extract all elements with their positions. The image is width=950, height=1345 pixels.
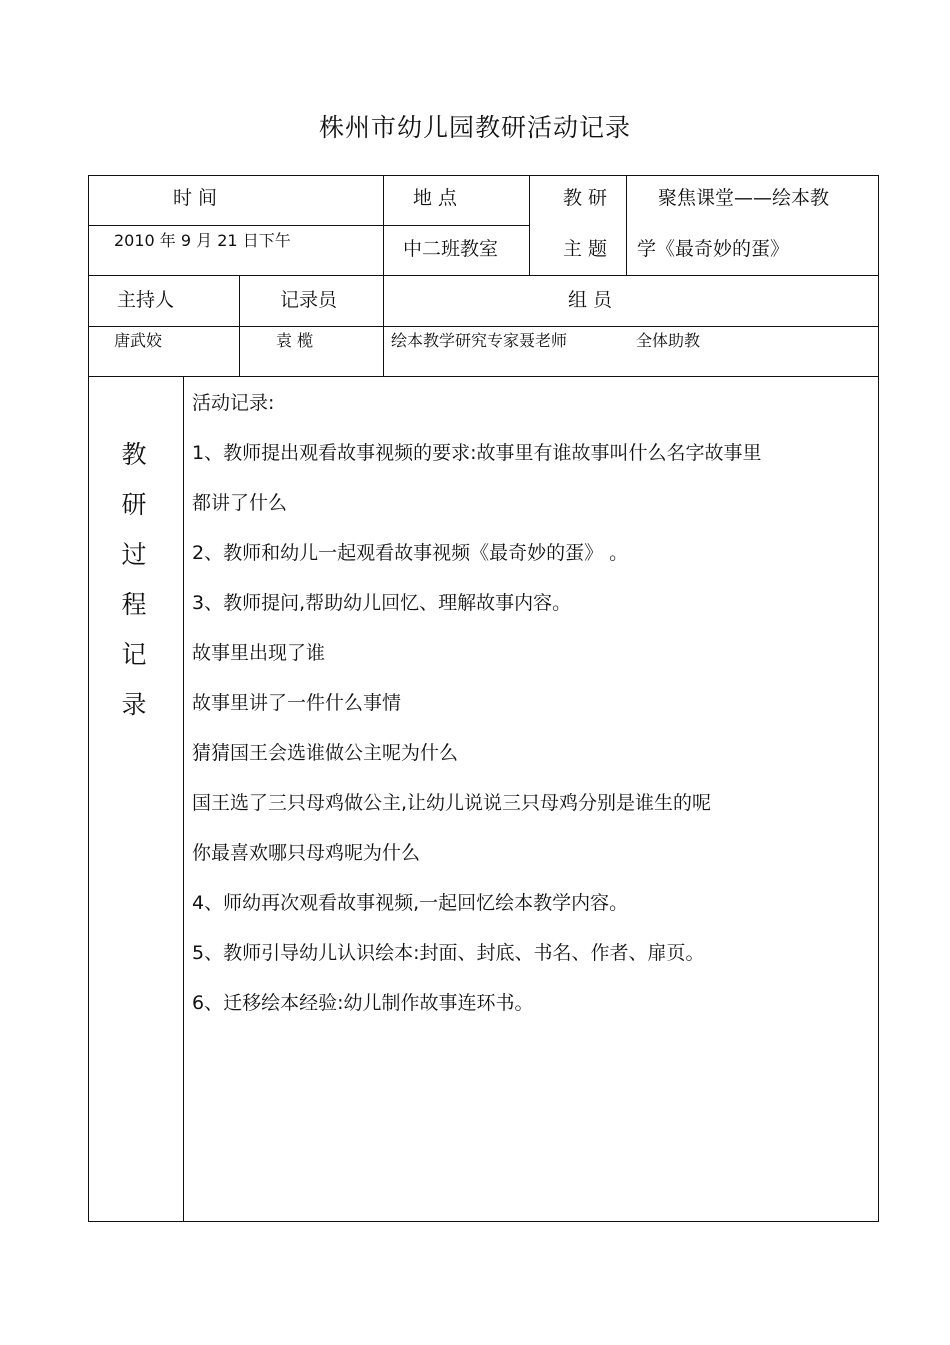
process-record-body bbox=[192, 388, 872, 1038]
record-line: 故事里出现了谁 bbox=[192, 642, 326, 664]
table-border-bottom bbox=[88, 1221, 879, 1222]
process-label-char: 教 bbox=[121, 440, 147, 469]
table-border-left bbox=[88, 175, 89, 1222]
place-value: 中二班教室 bbox=[403, 238, 499, 260]
record-line: 1、教师提出观看故事视频的要求:故事里有谁故事叫什么名字故事里 bbox=[192, 442, 762, 464]
record-line: 故事里讲了一件什么事情 bbox=[192, 692, 402, 714]
process-label-char: 记 bbox=[121, 640, 147, 669]
place-label: 地 点 bbox=[413, 187, 458, 209]
record-line: 你最喜欢哪只母鸡呢为什么 bbox=[192, 842, 421, 864]
table-divider-time bbox=[88, 225, 529, 226]
record-line: 6、迁移绘本经验:幼儿制作故事连环书。 bbox=[192, 992, 534, 1014]
topic-value-line-1: 聚焦课堂——绘本教 bbox=[658, 187, 830, 209]
recorder-value: 袁 榄 bbox=[276, 331, 314, 350]
record-line: 都讲了什么 bbox=[192, 492, 288, 514]
record-line: 国王选了三只母鸡做公主,让幼儿说说三只母鸡分别是谁生的呢 bbox=[192, 792, 712, 814]
record-heading: 活动记录: bbox=[192, 392, 275, 414]
process-label-char: 过 bbox=[121, 540, 147, 569]
members-value-2: 全体助教 bbox=[636, 331, 701, 350]
table-divider-process bbox=[88, 376, 879, 377]
record-line: 4、师幼再次观看故事视频,一起回忆绘本教学内容。 bbox=[192, 892, 629, 914]
host-value: 唐武姣 bbox=[114, 331, 163, 350]
members-value-1: 绘本教学研究专家聂老师 bbox=[391, 331, 568, 350]
topic-label-line-1: 教 研 bbox=[563, 187, 608, 209]
table-border-top bbox=[88, 175, 879, 176]
table-divider-header bbox=[88, 275, 879, 276]
time-label: 时 间 bbox=[173, 187, 218, 209]
recorder-label: 记录员 bbox=[280, 289, 338, 311]
topic-label-line-2: 主 题 bbox=[563, 238, 608, 260]
record-line: 3、教师提问,帮助幼儿回忆、理解故事内容。 bbox=[192, 592, 572, 614]
time-value: 2010 年 9 月 21 日下午 bbox=[114, 231, 291, 250]
table-divider-staff bbox=[88, 326, 879, 327]
table-divider-topic-value bbox=[626, 175, 627, 276]
members-label: 组 员 bbox=[568, 289, 613, 311]
process-label-char: 程 bbox=[121, 590, 147, 619]
table-divider-place bbox=[383, 175, 384, 377]
process-label-char: 录 bbox=[121, 690, 147, 719]
process-section-label bbox=[108, 430, 160, 730]
topic-value-line-2: 学《最奇妙的蛋》 bbox=[637, 238, 790, 260]
record-line: 2、教师和幼儿一起观看故事视频《最奇妙的蛋》 。 bbox=[192, 542, 629, 564]
document-title: 株州市幼儿园教研活动记录 bbox=[318, 113, 631, 142]
table-divider-recorder bbox=[239, 275, 240, 377]
record-line: 猜猜国王会选谁做公主呢为什么 bbox=[192, 742, 459, 764]
table-divider-topic-label bbox=[529, 175, 530, 276]
table-divider-process-label bbox=[183, 376, 184, 1222]
process-label-char: 研 bbox=[121, 490, 147, 519]
host-label: 主持人 bbox=[117, 289, 175, 311]
record-line: 5、教师引导幼儿认识绘本:封面、封底、书名、作者、扉页。 bbox=[192, 942, 705, 964]
table-border-right bbox=[878, 175, 879, 1222]
